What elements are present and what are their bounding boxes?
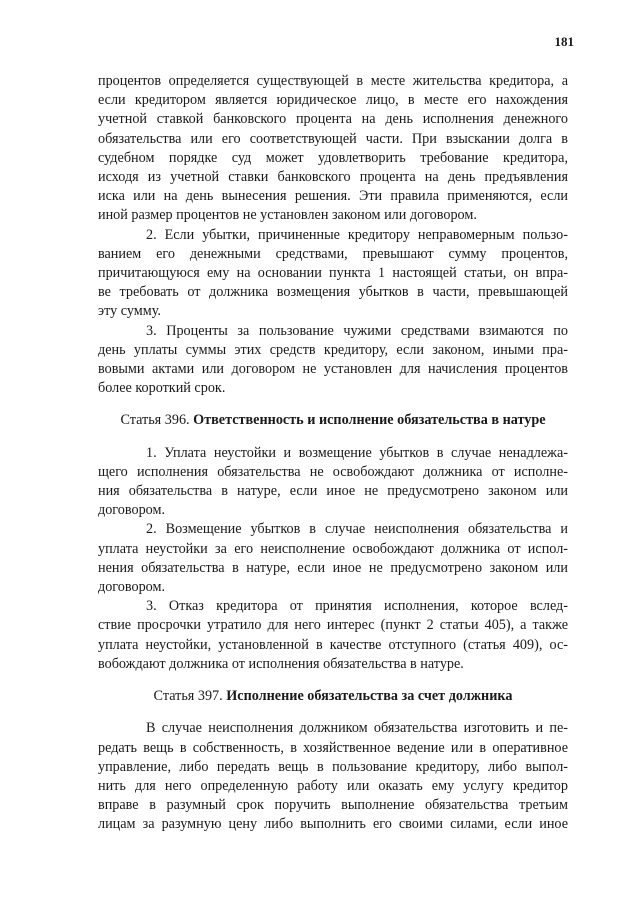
text-line: иска или на день вынесения решения. Эти правила применяются, если: [98, 188, 568, 205]
article-number: Статья 396.: [120, 412, 190, 429]
paragraph: [98, 226, 568, 322]
text-line: вобождают должника от исполнения обязательства в натуре.: [98, 655, 464, 672]
text-line: уплата неустойки за его неисполнение освобождают должника от испол-: [98, 540, 568, 557]
article-number: Статья 397.: [153, 688, 223, 705]
text-line: учетной ставкой банковского процента на день исполнения денежного: [98, 111, 568, 128]
text-line: уплата неустойки, установленной в качестве отступного (статья 409), ос-: [98, 636, 568, 653]
paragraph: [98, 444, 568, 521]
page-number: 181: [554, 34, 574, 49]
text-line: нения обязательства в натуре, если иное не предусмотрено законом или: [98, 559, 568, 576]
text-line: иной размер процентов не установлен законом или договором.: [98, 207, 477, 224]
text-line: управление, либо передать вещь в пользование кредитору, либо выпол-: [98, 758, 568, 775]
text-line: 3. Проценты за пользование чужими средствами взимаются по: [146, 322, 568, 339]
text-line: 1. Уплата неустойки и возмещение убытков в случае ненадлежа-: [146, 444, 568, 461]
text-line: исходя из учетной ставки банковского процента на день предъявления: [98, 169, 568, 186]
text-line: обязательства или его соответствующей части. При взыскании долга в: [98, 130, 568, 147]
text-line: договором.: [98, 579, 166, 596]
body-text: [98, 72, 568, 835]
text-line: 2. Возмещение убытков в случае неисполнения обязательства и: [146, 521, 568, 538]
text-line: ния обязательства в натуре, если иное не предусмотрено законом или: [98, 483, 568, 500]
article-title: Исполнение обязательства за счет должника: [226, 688, 513, 705]
text-line: эту сумму.: [98, 303, 161, 320]
text-line: щего исполнения обязательства не освобождают должника от исполне-: [98, 463, 568, 480]
text-line: ствие просрочки утратило для него интерес (пункт 2 статьи 405), а также: [98, 617, 568, 634]
paragraph: [98, 520, 568, 597]
text-line: лицам за разумную цену либо выполнить его своими силами, если иное: [98, 816, 568, 833]
article-heading: [98, 687, 568, 706]
paragraph: [98, 719, 568, 834]
text-line: ве требовать от должника возмещения убытков в части, превышающей: [98, 284, 568, 301]
text-line: если кредитором является юридическое лицо, в месте его нахождения: [98, 92, 568, 109]
text-line: судебном порядке суд может удовлетворить требование кредитора,: [98, 149, 568, 166]
text-line: В случае неисполнения должником обязательства изготовить и пе-: [146, 720, 568, 737]
text-line: процентов определяется существующей в месте жительства кредитора, а: [98, 73, 568, 89]
text-line: вовыми актами или договором не установлен для начисления процентов: [98, 361, 568, 378]
text-line: 3. Отказ кредитора от принятия исполнения, которое вслед-: [146, 598, 568, 615]
paragraph: [98, 72, 568, 226]
text-line: причитающуюся ему на основании пункта 1 настоящей статьи, он впра-: [98, 265, 568, 282]
text-line: вправе в разумный срок поручить выполнение обязательства третьим: [98, 797, 568, 814]
text-line: день уплаты суммы этих средств кредитору, если законом, иными пра-: [98, 341, 568, 358]
text-line: редать вещь в собственность, в хозяйственное ведение или в оперативное: [98, 739, 568, 756]
text-line: ванием его денежными средствами, превышают сумму процентов,: [98, 245, 568, 262]
paragraph: [98, 322, 568, 399]
article-heading: [98, 411, 568, 430]
text-line: 2. Если убытки, причиненные кредитору неправомерным пользо-: [146, 226, 568, 243]
text-line: договором.: [98, 502, 166, 519]
article-title: Ответственность и исполнение обязательства в натуре: [193, 412, 546, 429]
paragraph: [98, 597, 568, 674]
text-line: более короткий срок.: [98, 380, 226, 397]
text-line: нить для него определенную работу или оказать ему услугу кредитор: [98, 777, 568, 794]
